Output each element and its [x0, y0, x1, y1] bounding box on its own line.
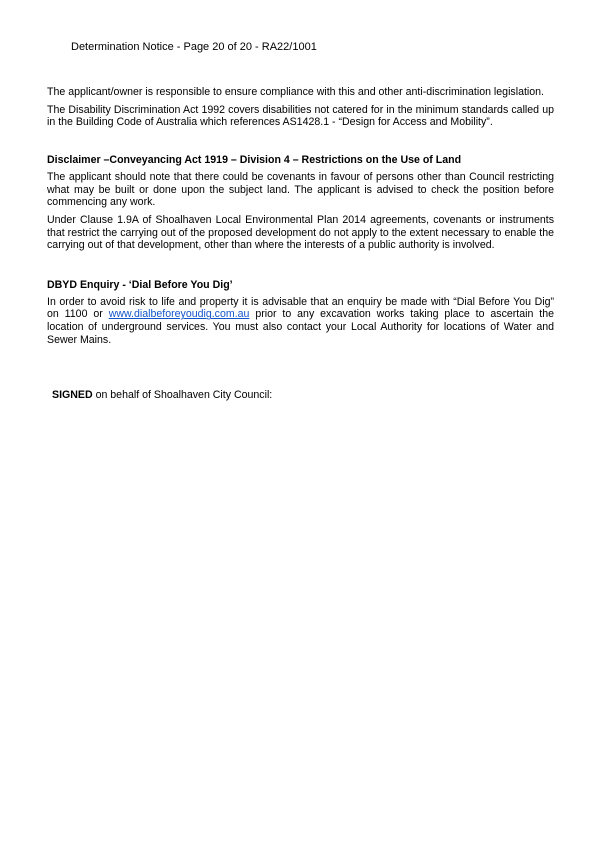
dbyd-text-before: In order to avoid risk to life and property it is advisable that an enquiry be made with “Dial Before You Dig” on 1100 or — [47, 295, 554, 321]
compliance-paragraph: The applicant/owner is responsible to ensure compliance with this and other anti-discrimination legislation. — [47, 86, 544, 98]
clause-paragraph: Under Clause 1.9A of Shoalhaven Local Environmental Plan 2014 agreements, covenants or instruments that restrict the carrying out of the proposed development do not apply to the extent necessary to enable the carrying out of that development, other than where the interests of a public authority is involved. — [47, 213, 554, 252]
disability-act-paragraph: The Disability Discrimination Act 1992 covers disabilities not catered for in the minimum standards called up in the Building Code of Australia which references AS1428.1 - “Design for Access and Mobility”. — [47, 103, 554, 129]
page-header: Determination Notice - Page 20 of 20 - RA22/1001 — [71, 41, 317, 53]
dbyd-section — [47, 279, 554, 347]
document-body — [47, 86, 554, 401]
signed-label: SIGNED — [52, 388, 93, 401]
covenants-paragraph: The applicant should note that there could be covenants in favour of persons other than Council restricting what may be built or done upon the subject land. The applicant is advised to check the position before commencing any work. — [47, 170, 554, 209]
disclaimer-section — [47, 154, 554, 252]
dbyd-paragraph — [47, 296, 554, 347]
signed-text: on behalf of Shoalhaven City Council: — [92, 388, 273, 401]
disclaimer-heading: Disclaimer –Conveyancing Act 1919 – Division 4 – Restrictions on the Use of Land — [47, 154, 462, 167]
intro-section — [47, 86, 554, 129]
signature-line — [47, 389, 554, 402]
dbyd-text-after: prior to any excavation works taking place to ascertain the location of underground services. You must also contact your Local Authority for locations of Water and Sewer Mains. — [47, 308, 554, 346]
dbyd-heading: DBYD Enquiry - ‘Dial Before You Dig’ — [47, 279, 233, 292]
dbyd-website-link[interactable]: www.dialbeforeyoudig.com.au — [108, 308, 250, 321]
